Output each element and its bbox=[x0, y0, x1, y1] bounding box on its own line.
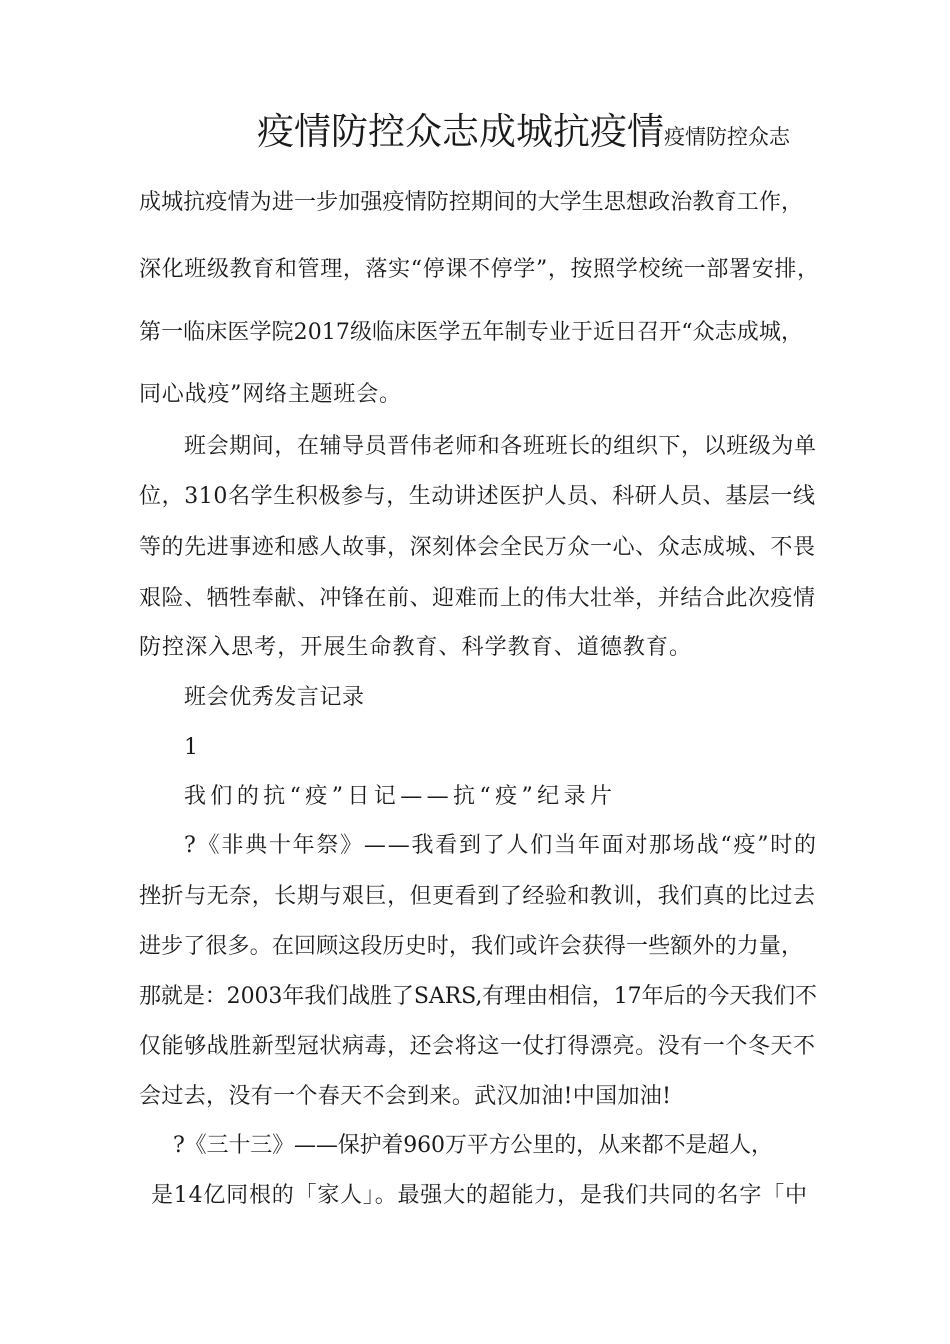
body-line: 第一临床医学院2017级临床医学五年制专业于近日召开“众志成城， bbox=[139, 320, 804, 345]
body-line: 进步了很多。在回顾这段历史时，我们或许会获得一些额外的力量， bbox=[139, 934, 804, 959]
body-line: 位，310名学生积极参与，生动讲述医护人员、科研人员、基层一线 bbox=[139, 484, 816, 509]
body-line: 成城抗疫情为进一步加强疫情防控期间的大学生思想政治教育工作， bbox=[139, 190, 804, 215]
body-line: 艰险、牺牲奉献、冲锋在前、迎难而上的伟大壮举，并结合此次疫情 bbox=[139, 586, 816, 611]
body-line: 防控深入思考，开展生命教育、科学教育、道德教育。 bbox=[139, 635, 693, 660]
body-line: 那就是：2003年我们战胜了SARS,有理由相信，17年后的今天我们不 bbox=[139, 984, 817, 1009]
body-line: 深化班级教育和管理，落实“停课不停学”，按照学校统一部署安排， bbox=[139, 257, 820, 282]
subsection-heading: 我们的抗“疫”日记——抗“疫”纪录片 bbox=[184, 784, 617, 809]
section-number: 1 bbox=[184, 735, 198, 760]
body-line: 是14亿同根的「家人」。最强大的超能力，是我们共同的名字「中 bbox=[151, 1183, 808, 1208]
document-title bbox=[257, 111, 790, 159]
body-line: 等的先进事迹和感人故事，深刻体会全民万众一心、众志成城、不畏 bbox=[139, 535, 816, 560]
body-line: 同心战疫”网络主题班会。 bbox=[139, 382, 402, 407]
section-heading: 班会优秀发言记录 bbox=[184, 685, 365, 710]
body-line: 班会期间，在辅导员晋伟老师和各班班长的组织下，以班级为单 bbox=[184, 434, 817, 459]
body-line: 挫折与无奈，长期与艰巨，但更看到了经验和教训，我们真的比过去 bbox=[139, 884, 816, 909]
body-line: 仅能够战胜新型冠状病毒，还会将这一仗打得漂亮。没有一个冬天不 bbox=[139, 1034, 816, 1059]
body-line: ?《三十三》——保护着960万平方公里的，从来都不是超人， bbox=[173, 1133, 773, 1158]
title-main: 疫情防控众志成城抗疫情 bbox=[257, 110, 664, 153]
body-line: 会过去，没有一个春天不会到来。武汉加油!中国加油! bbox=[139, 1084, 672, 1109]
body-line: ?《非典十年祭》——我看到了人们当年面对那场战“疫”时的 bbox=[184, 833, 818, 858]
title-sub: 疫情防控众志 bbox=[664, 125, 790, 149]
